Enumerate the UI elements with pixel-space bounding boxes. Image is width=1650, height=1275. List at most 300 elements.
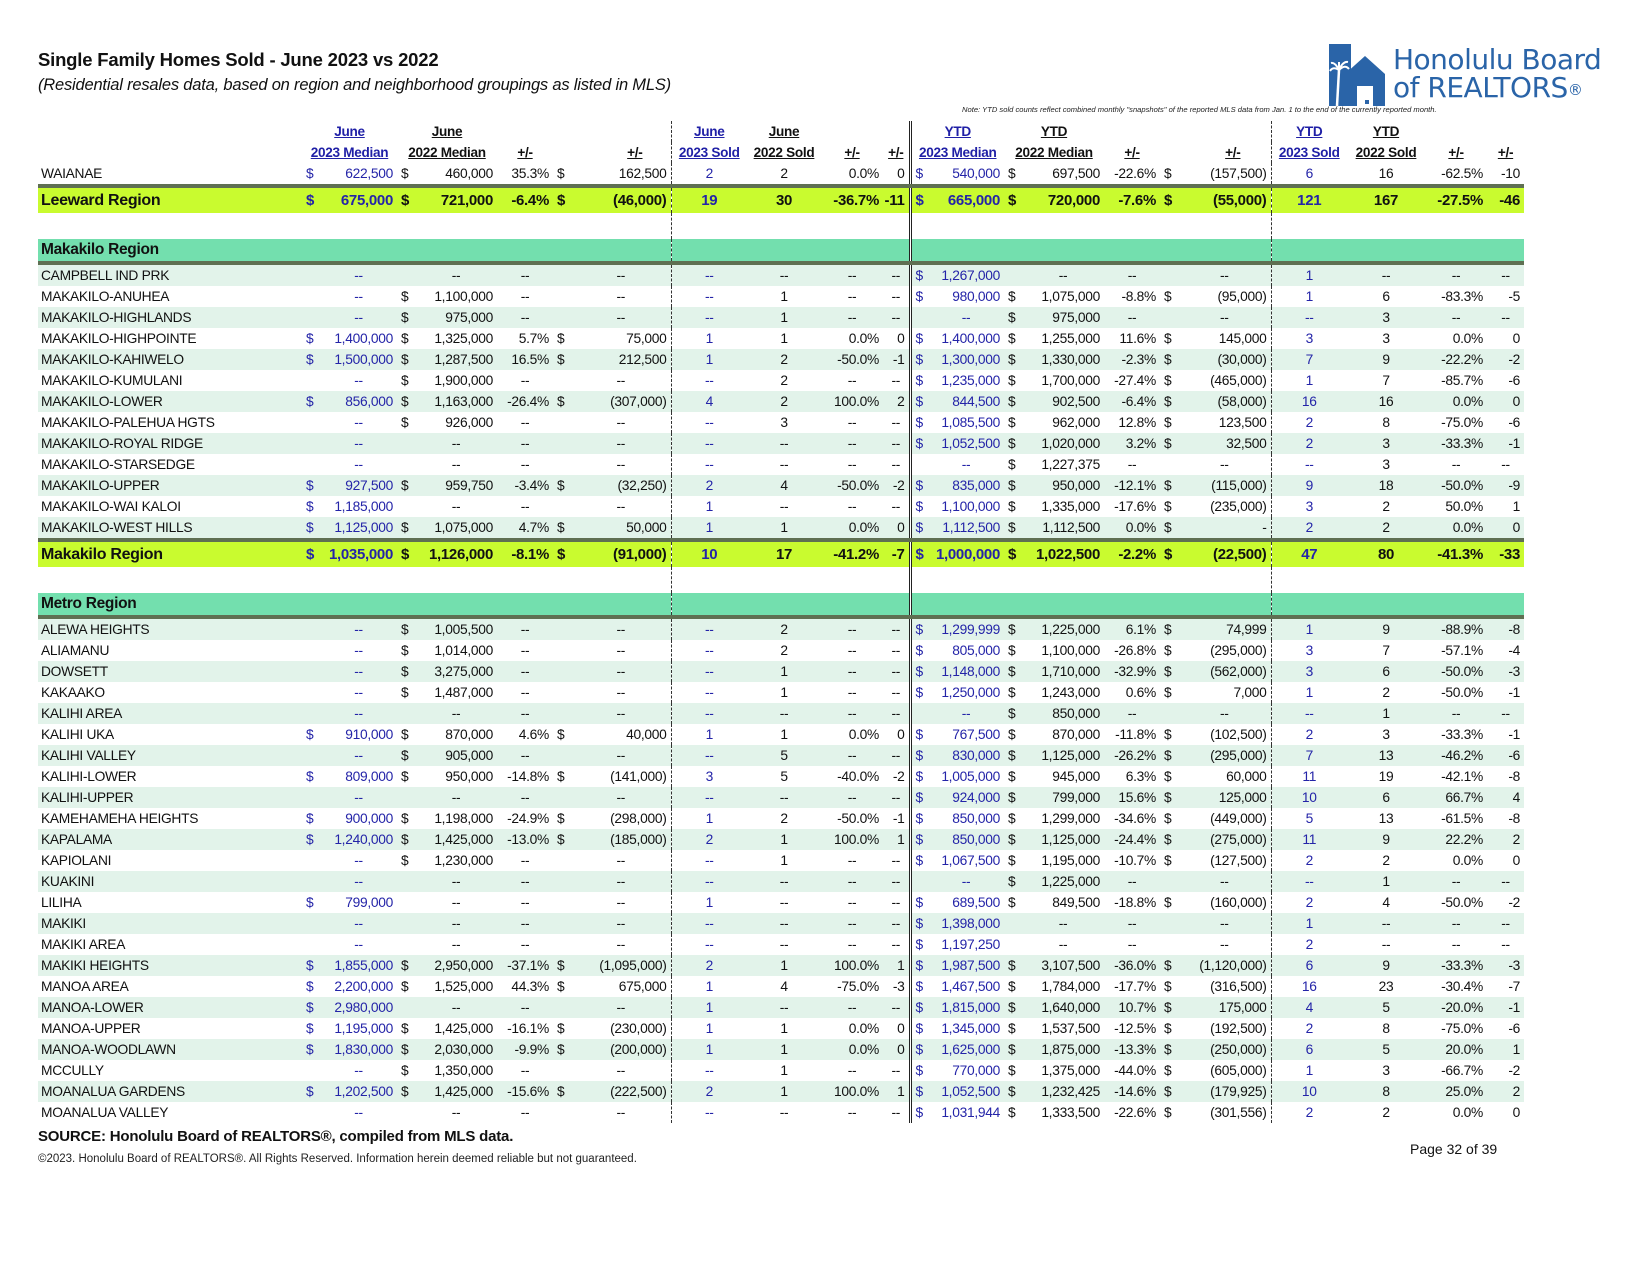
june-median-diff: -- [571,286,671,307]
table-row [38,766,1524,787]
dollar-sign: $ [1004,540,1022,567]
ytd-2023-sold: -- [1271,871,1347,892]
dollar-sign: $ [1160,433,1178,454]
june-sold-pct-change: -- [847,894,857,910]
neighborhood-name: KAKAAKO [41,684,105,700]
june-sold-pct-change: -- [821,617,883,640]
june-median-diff: -- [571,892,671,913]
table-row [38,307,1524,328]
ytd-sold-pct-change: 20.0% [1425,1039,1487,1060]
dollar-sign: $ [557,1020,565,1036]
dollar-sign: $ [1164,414,1172,430]
june-median-diff: (91,000) [571,540,671,567]
ytd-sold-diff: -6 [1508,414,1520,430]
june-2023-median: 1,240,000 [320,829,397,850]
ytd-sold-pct-change: 25.0% [1425,1081,1487,1102]
dollar-sign: $ [401,1020,409,1036]
ytd-2023-median: -- [961,456,971,472]
ytd-sold-pct-change: -- [1425,871,1487,892]
table-row [38,808,1524,829]
ytd-sold-pct-change: -50.0% [1441,684,1483,700]
dollar-sign: $ [553,349,571,370]
ytd-2022-median: 950,000 [1022,475,1104,496]
ytd-2023-median: 1,067,500 [941,852,1000,868]
dollar-sign [302,934,320,955]
ytd-2022-sold: 3 [1347,433,1425,454]
dollar-sign: $ [910,391,928,412]
table-row [38,661,1524,682]
ytd-2022-median: 850,000 [1022,703,1104,724]
june-2023-median: 910,000 [345,726,393,742]
ytd-sold-diff: 4 [1487,787,1524,808]
neighborhood-name: Leeward Region [38,186,302,213]
ytd-sold-pct-change: -50.0% [1441,894,1483,910]
june-sold-diff: 1 [883,1081,910,1102]
dollar-sign: $ [557,330,565,346]
ytd-2022-median: 945,000 [1052,768,1100,784]
june-2023-median: 1,400,000 [334,330,393,346]
dollar-sign [302,745,320,766]
june-2023-sold: 1 [705,1020,713,1036]
ytd-2022-sold: 4 [1382,894,1390,910]
june-2023-median: 675,000 [320,186,397,213]
ytd-2022-sold: 9 [1347,349,1425,370]
ytd-2023-median: 1,197,250 [941,936,1000,952]
ytd-2022-median: 1,195,000 [1041,852,1100,868]
ytd-2022-median: 975,000 [1022,307,1104,328]
dollar-sign: $ [1160,186,1178,213]
ytd-2023-sold: 1 [1271,263,1347,286]
june-median-pct-change: -- [520,642,530,658]
june-2023-median: -- [320,661,397,682]
ytd-median-diff: 145,000 [1178,328,1271,349]
ytd-median-diff: 125,000 [1178,787,1271,808]
june-2022-median: -- [415,433,497,454]
june-2022-sold: 2 [747,349,821,370]
ytd-median-pct-change: -22.6% [1114,1104,1156,1120]
ytd-2023-sold: 1 [1305,288,1313,304]
june-2023-median: -- [320,787,397,808]
june-2022-sold: 17 [747,540,821,567]
june-2023-median: -- [354,642,363,658]
june-sold-diff: 0 [883,328,910,349]
dollar-sign: $ [306,165,314,181]
neighborhood-name: MAKIKI AREA [41,936,126,952]
june-median-pct-change: -14.8% [507,768,549,784]
june-sold-pct-change: -- [821,745,883,766]
logo-line2: of REALTORS [1393,71,1568,104]
ytd-2022-sold: 3 [1382,330,1390,346]
june-median-diff: (46,000) [571,186,671,213]
ytd-2022-sold: -- [1381,936,1391,952]
june-2023-median: -- [354,852,363,868]
dollar-sign: $ [401,165,409,181]
dollar-sign: $ [1008,642,1016,658]
dollar-sign: $ [910,1081,928,1102]
ytd-2023-sold: 2 [1305,936,1313,952]
ytd-2023-median: 835,000 [928,475,1004,496]
table-row [38,934,1524,955]
ytd-2023-sold: 6 [1271,955,1347,976]
june-2023-median: 2,980,000 [320,997,397,1018]
header-ytd-2023-median: 2023 Median [918,144,997,160]
ytd-sold-pct-change: -75.0% [1441,1020,1483,1036]
ytd-median-diff: (295,000) [1178,745,1271,766]
ytd-2023-median: 1,625,000 [928,1039,1004,1060]
june-2022-sold: 5 [747,745,821,766]
ytd-median-diff: (465,000) [1178,370,1271,391]
dollar-sign: $ [1160,1081,1178,1102]
june-2022-median: -- [415,263,497,286]
ytd-2023-median: 767,500 [952,726,1000,742]
ytd-median-pct-change: 6.1% [1104,617,1160,640]
ytd-2022-median: 799,000 [1022,787,1104,808]
june-sold-diff: -- [883,617,910,640]
ytd-sold-pct-change: -- [1451,456,1461,472]
june-2022-sold: 4 [747,475,821,496]
june-median-diff: -- [571,934,671,955]
june-median-diff: (222,500) [571,1081,671,1102]
table-row [38,955,1524,976]
june-median-pct-change: -- [520,936,530,952]
june-median-pct-change: -37.1% [497,955,553,976]
ytd-sold-pct-change: -85.7% [1441,372,1483,388]
june-sold-diff: -- [883,370,910,391]
june-2022-sold: -- [747,433,821,454]
june-median-pct-change: -- [520,498,530,514]
ytd-median-diff: (30,000) [1178,349,1271,370]
source-note: SOURCE: Honolulu Board of REALTORS®, compiled from MLS data. [38,1128,514,1145]
dollar-sign: $ [1008,978,1016,994]
dollar-sign [302,1102,320,1123]
june-sold-pct-change: -- [821,871,883,892]
ytd-sold-diff: -5 [1508,288,1520,304]
ytd-2022-median: 1,333,500 [1041,1104,1100,1120]
june-sold-pct-change: -- [821,787,883,808]
ytd-2023-sold: 3 [1305,498,1313,514]
june-2023-sold: -- [671,617,747,640]
june-median-diff: -- [571,871,671,892]
dollar-sign: $ [1008,1020,1016,1036]
june-2022-median: 1,014,000 [434,642,493,658]
june-sold-pct-change: 0.0% [848,165,879,181]
dollar-sign: $ [553,475,571,496]
june-2023-sold: 3 [705,768,713,784]
june-2022-median: 1,287,500 [415,349,497,370]
page-subtitle: (Residential resales data, based on region and neighborhood groupings as listed in MLS) [38,76,671,94]
june-sold-pct-change: -- [821,703,883,724]
june-median-pct-change: -- [497,307,553,328]
ytd-2022-sold: 7 [1382,372,1390,388]
ytd-median-pct-change: -- [1127,456,1137,472]
ytd-median-pct-change: 12.8% [1118,414,1156,430]
ytd-sold-diff: 1 [1512,498,1520,514]
ytd-sold-pct-change: 0.0% [1452,330,1483,346]
ytd-sold-diff: -- [1487,913,1524,934]
neighborhood-name: LILIHA [41,894,82,910]
ytd-sold-diff: -2 [1487,349,1524,370]
sales-table [38,121,1524,1123]
ytd-sold-diff: -6 [1508,372,1520,388]
ytd-sold-diff: -8 [1508,768,1520,784]
header-2023-sold: 2023 Sold [678,144,740,160]
june-2022-median: -- [415,787,497,808]
june-2022-sold: 4 [780,978,788,994]
registered-mark: ® [1567,81,1583,99]
ytd-2023-median: 1,052,500 [928,433,1004,454]
june-2023-sold: 4 [671,391,747,412]
table-row [38,454,1524,475]
dollar-sign [1160,703,1178,724]
dollar-sign: $ [1164,894,1172,910]
dollar-sign: $ [1004,871,1022,892]
ytd-2023-sold: 4 [1271,997,1347,1018]
table-row [38,913,1524,934]
june-sold-diff: -- [883,703,910,724]
june-sold-pct-change: 0.0% [821,517,883,540]
neighborhood-name: CAMPBELL IND PRK [38,263,302,286]
ytd-2022-median: 1,112,500 [1022,517,1104,540]
ytd-median-diff: - [1178,517,1271,540]
header-row-1 [38,121,1524,142]
june-median-pct-change: -9.9% [497,1039,553,1060]
june-2022-median: 1,325,000 [434,330,493,346]
ytd-2022-sold: 5 [1347,1039,1425,1060]
dollar-sign: $ [915,642,923,658]
ytd-2023-median: 1,400,000 [941,330,1000,346]
dollar-sign [397,892,415,913]
dollar-sign: $ [401,372,409,388]
june-2023-sold: -- [671,661,747,682]
ytd-median-diff: 32,500 [1178,433,1271,454]
june-2022-sold: -- [747,263,821,286]
june-sold-diff: -- [883,433,910,454]
dollar-sign: $ [397,391,415,412]
ytd-sold-pct-change: 66.7% [1425,787,1487,808]
ytd-sold-pct-change: -- [1425,913,1487,934]
header-sold-diff: +/- [883,142,910,163]
dollar-sign [1160,454,1178,475]
june-sold-pct-change: 0.0% [848,726,879,742]
neighborhood-name: DOWSETT [38,661,302,682]
ytd-2022-median: 1,875,000 [1022,1039,1104,1060]
ytd-2022-median: 1,125,000 [1022,829,1104,850]
june-2022-sold: -- [747,913,821,934]
ytd-sold-diff: -- [1501,936,1510,952]
ytd-median-diff: -- [1178,263,1271,286]
ytd-median-diff: (449,000) [1178,808,1271,829]
header-2023-median: 2023 Median [310,144,389,160]
june-2023-sold: -- [704,684,714,700]
ytd-2023-median: 1,031,944 [941,1104,1000,1120]
june-sold-pct-change: -50.0% [821,349,883,370]
dollar-sign: $ [397,475,415,496]
ytd-2023-sold: 7 [1271,349,1347,370]
dollar-sign [553,892,571,913]
table-row [38,976,1524,997]
june-2023-median: -- [320,433,397,454]
june-median-diff: (1,095,000) [571,955,671,976]
ytd-2022-median: 1,020,000 [1022,433,1104,454]
dollar-sign: $ [1004,955,1022,976]
june-2023-sold: -- [671,871,747,892]
june-2023-median: -- [320,263,397,286]
ytd-median-diff: -- [1178,934,1271,955]
june-2023-median: -- [320,913,397,934]
dollar-sign [1160,307,1178,328]
dollar-sign [553,682,571,703]
neighborhood-name: MAKAKILO-LOWER [38,391,302,412]
june-sold-diff: -2 [883,766,910,787]
june-2023-sold: 2 [671,1081,747,1102]
dollar-sign: $ [1160,349,1178,370]
ytd-median-diff: (127,500) [1178,850,1271,871]
neighborhood-name: KALIHI VALLEY [38,745,302,766]
header-june-2023: June [334,123,365,139]
ytd-sold-diff: 0 [1512,852,1520,868]
june-2023-sold: -- [671,263,747,286]
ytd-2023-sold: 1 [1271,617,1347,640]
dollar-sign: $ [1004,186,1022,213]
dollar-sign: $ [553,391,571,412]
table-row [38,787,1524,808]
dollar-sign: $ [910,913,928,934]
dollar-sign: $ [1004,433,1022,454]
ytd-2022-sold: 3 [1382,456,1390,472]
dollar-sign: $ [915,978,923,994]
dollar-sign: $ [915,498,923,514]
dollar-sign: $ [1008,1062,1016,1078]
ytd-sold-pct-change: -30.4% [1441,978,1483,994]
june-median-diff: -- [571,370,671,391]
june-2022-sold: 5 [780,768,788,784]
ytd-2023-sold: 9 [1271,475,1347,496]
dollar-sign [553,640,571,661]
dollar-sign: $ [1160,787,1178,808]
ytd-median-pct-change: -32.9% [1104,661,1160,682]
ytd-median-diff: (55,000) [1178,186,1271,213]
ytd-median-pct-change: -6.4% [1104,391,1160,412]
ytd-2022-sold: 9 [1347,617,1425,640]
dollar-sign: $ [1008,852,1016,868]
ytd-median-diff: (250,000) [1178,1039,1271,1060]
june-median-pct-change: -26.4% [497,391,553,412]
dollar-sign [910,703,928,724]
june-sold-pct-change: 100.0% [821,829,883,850]
june-sold-diff: -- [883,286,910,307]
dollar-sign: $ [915,894,923,910]
june-2022-median: 1,005,500 [415,617,497,640]
dollar-sign: $ [306,1020,314,1036]
ytd-2023-sold: -- [1271,307,1347,328]
dollar-sign: $ [302,829,320,850]
dollar-sign: $ [1164,1062,1172,1078]
ytd-2022-median: 720,000 [1022,186,1104,213]
dollar-sign: $ [910,433,928,454]
june-sold-diff: -- [883,1102,910,1123]
ytd-2023-median: 844,500 [928,391,1004,412]
neighborhood-name: MAKAKILO-WAI KALOI [41,498,181,514]
ytd-median-pct-change: -22.6% [1114,165,1156,181]
june-median-pct-change: -- [497,997,553,1018]
ytd-median-pct-change: -7.6% [1104,186,1160,213]
ytd-sold-diff: -2 [1508,1062,1520,1078]
ytd-2023-median: 540,000 [952,165,1000,181]
dollar-sign [553,850,571,871]
dollar-sign [1160,871,1178,892]
ytd-2023-median: 1,005,000 [941,768,1000,784]
neighborhood-name: KAPIOLANI [41,852,112,868]
june-2022-sold: 1 [780,684,788,700]
dollar-sign: $ [306,894,314,910]
ytd-median-pct-change: -11.8% [1115,726,1156,742]
june-median-pct-change: 4.6% [518,726,549,742]
june-median-pct-change: -- [497,661,553,682]
june-median-pct-change: -- [520,372,530,388]
ytd-2022-median: 849,500 [1052,894,1100,910]
neighborhood-name: MOANALUA GARDENS [38,1081,302,1102]
dollar-sign: $ [557,810,565,826]
ytd-2023-sold: 16 [1271,391,1347,412]
neighborhood-name: MOANALUA VALLEY [41,1104,169,1120]
dollar-sign: $ [401,1062,409,1078]
june-2022-median: 959,750 [415,475,497,496]
ytd-2022-median: 1,022,500 [1022,540,1104,567]
june-2022-median: 460,000 [445,165,493,181]
ytd-median-pct-change: 10.7% [1104,997,1160,1018]
june-sold-pct-change: -- [847,1104,857,1120]
dollar-sign: $ [1164,684,1172,700]
region-header-row [38,593,1524,617]
neighborhood-name: MAKAKILO-WEST HILLS [38,517,302,540]
ytd-sold-diff: -4 [1508,642,1520,658]
june-sold-diff: -- [883,850,910,871]
ytd-sold-pct-change: -57.1% [1441,642,1483,658]
dollar-sign: $ [1008,330,1016,346]
dollar-sign: $ [1008,456,1016,472]
region-name: Makakilo Region [38,239,302,263]
dollar-sign: $ [1160,955,1178,976]
june-sold-diff: -2 [883,475,910,496]
ytd-median-pct-change: -- [1104,263,1160,286]
june-median-diff: 75,000 [571,328,671,349]
ytd-2022-sold: 5 [1347,997,1425,1018]
dollar-sign: $ [915,852,923,868]
ytd-2023-median: 1,052,500 [928,1081,1004,1102]
ytd-sold-pct-change: -20.0% [1425,997,1487,1018]
neighborhood-name: MAKIKI [38,913,302,934]
june-sold-pct-change: -40.0% [837,768,879,784]
dollar-sign: $ [401,852,409,868]
ytd-median-pct-change: -26.2% [1104,745,1160,766]
ytd-2023-sold: 7 [1271,745,1347,766]
table-row [38,328,1524,349]
june-2022-median: -- [415,913,497,934]
neighborhood-name: KAMEHAMEHA HEIGHTS [41,810,199,826]
ytd-sold-diff: -46 [1487,186,1524,213]
ytd-2023-median: -- [928,871,1004,892]
neighborhood-name: MAKAKILO-KAHIWELO [38,349,302,370]
june-2023-median: -- [354,1062,363,1078]
june-sold-pct-change: -50.0% [821,475,883,496]
june-2023-sold: -- [704,414,714,430]
table-row [38,892,1524,913]
neighborhood-name: MAKAKILO-UPPER [38,475,302,496]
june-sold-diff: 0 [883,724,910,745]
june-2022-median: 1,425,000 [415,1081,497,1102]
spacer-row [38,213,1524,239]
header-ytd-sold-pct: +/- [1448,144,1464,160]
